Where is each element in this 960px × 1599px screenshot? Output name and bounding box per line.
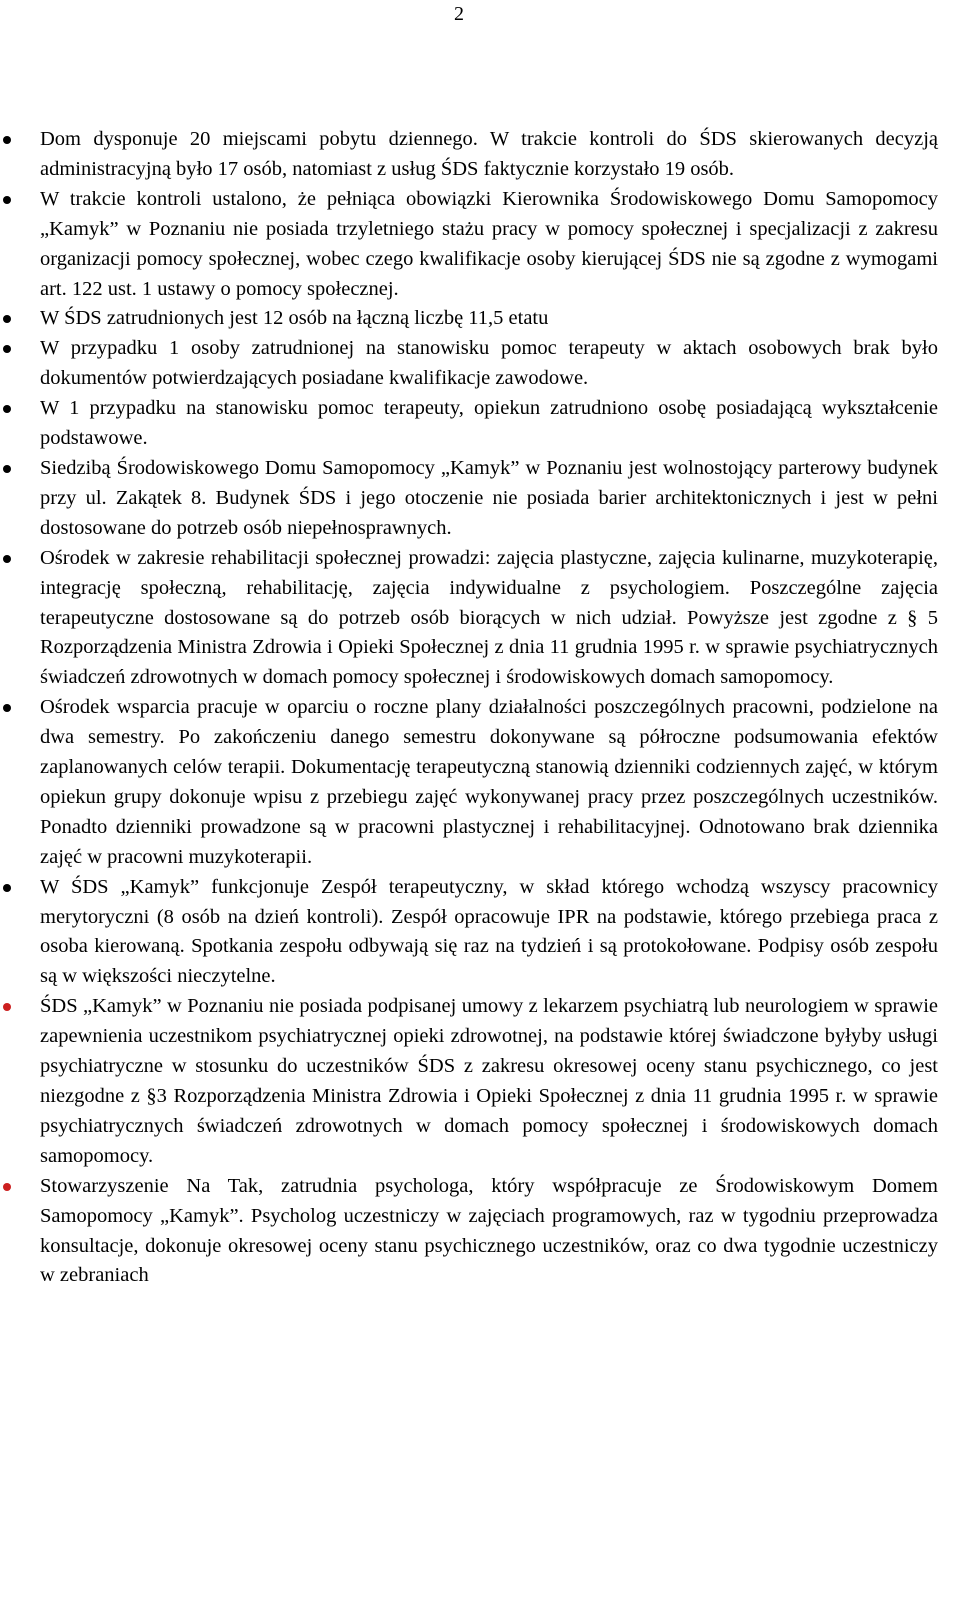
bullet-icon — [3, 315, 11, 323]
list-item-text: ŚDS „Kamyk” w Poznaniu nie posiada podpisanej umowy z lekarzem psychiatrą lub neurologiem w sprawie zapewnienia uczestnikom psychiatrycznej opieki zdrowotnej, na podstawie której świadczone byłyby usługi psychiatryczne w stosunku do uczestników ŚDS z zakresu okresowej oceny stanu psychicznego, co jest niezgodne z §3 Rozporządzenia Ministra Zdrowia i Opieki Społecznej z dnia 11 grudnia 1995 r. w sprawie psychiatrycznych świadczeń zdrowotnych w domach pomocy społecznej i środowiskowych domach samopomocy. — [40, 995, 938, 1167]
list-item — [40, 992, 938, 1171]
bullet-icon — [3, 704, 11, 712]
list-item — [40, 125, 938, 185]
list-item — [40, 693, 938, 872]
page-number: 2 — [454, 3, 464, 25]
list-item-text: W ŚDS zatrudnionych jest 12 osób na łączną liczbę 11,5 etatu — [40, 307, 549, 330]
bullet-icon — [3, 1003, 11, 1011]
bullet-list — [40, 125, 938, 1291]
list-item-text: Stowarzyszenie Na Tak, zatrudnia psychologa, który współpracuje ze Środowiskowym Domem Samopomocy „Kamyk”. Psycholog uczestniczy w zajęciach programowych, raz w tygodniu przeprowadza konsultacje, dokonuje okresowej oceny stanu psychicznego uczestników, oraz co dwa tygodnie uczestniczy w zebraniach — [40, 1174, 938, 1287]
list-item — [40, 394, 938, 454]
list-item-text: Ośrodek wsparcia pracuje w oparciu o roczne plany działalności poszczególnych pracowni, podzielone na dwa semestry. Po zakończeniu danego semestru dokonywane są półroczne podsumowania efektów zaplanowanych celów terapii. Dokumentację terapeutyczną stanowią dzienniki codziennych zajęć, w którym opiekun grupy dokonuje wpisu z przebiegu zajęć wykonywanej pracy przez poszczególnych uczestników. Ponadto dzienniki prowadzone są w pracowni plastycznej i rehabilitacyjnej. Odnotowano brak dziennika zajęć w pracowni muzykoterapii. — [40, 696, 938, 868]
bullet-icon — [3, 345, 11, 353]
list-item — [40, 544, 938, 694]
list-item-text: Siedzibą Środowiskowego Domu Samopomocy „Kamyk” w Poznaniu jest wolnostojący parterowy budynek przy ul. Zakątek 8. Budynek ŚDS i jego otoczenie nie posiada barier architektonicznych i jest w pełni dostosowane do potrzeb osób niepełnosprawnych. — [40, 456, 938, 539]
bullet-icon — [3, 196, 11, 204]
list-item-text: Ośrodek w zakresie rehabilitacji społecznej prowadzi: zajęcia plastyczne, zajęcia kulinarne, muzykoterapię, integrację społeczną, rehabilitację, zajęcia indywidualne z psychologiem. Poszczególne zajęcia terapeutyczne dostosowane są do potrzeb osób biorących w nich udział. Powyższe jest zgodne z § 5 Rozporządzenia Ministra Zdrowia i Opieki Społecznej z dnia 11 grudnia 1995 r. w sprawie psychiatrycznych świadczeń zdrowotnych w domach pomocy społecznej i środowiskowych domach samopomocy. — [40, 546, 938, 689]
list-item-text: W 1 przypadku na stanowisku pomoc terapeuty, opiekun zatrudniono osobę posiadającą wykształcenie podstawowe. — [40, 397, 938, 450]
bullet-icon — [3, 1183, 11, 1191]
list-item-text: W przypadku 1 osoby zatrudnionej na stanowisku pomoc terapeuty w aktach osobowych brak było dokumentów potwierdzających posiadane kwalifikacje zawodowe. — [40, 337, 938, 390]
list-item-text: W trakcie kontroli ustalono, że pełniąca obowiązki Kierownika Środowiskowego Domu Samopomocy „Kamyk” w Poznaniu nie posiada trzyletniego stażu pracy w pomocy społecznej i specjalizacji z zakresu organizacji pomocy społecznej, wobec czego kwalifikacje osoby kierującej ŚDS nie są zgodne z wymogami art. 122 ust. 1 ustawy o pomocy społecznej. — [40, 187, 938, 300]
bullet-icon — [3, 136, 11, 144]
bullet-icon — [3, 465, 11, 473]
list-item — [40, 454, 938, 544]
list-item — [40, 873, 938, 993]
list-item — [40, 334, 938, 394]
list-item — [40, 185, 938, 305]
list-item-text: W ŚDS „Kamyk” funkcjonuje Zespół terapeutyczny, w skład którego wchodzą wszyscy pracownicy merytoryczni (8 osób na dzień kontroli). Zespół opracowuje IPR na podstawie, którego przebiega praca z osoba kierowaną. Spotkania zespołu odbywają się raz na tydzień i są protokołowane. Podpisy osób zespołu są w większości nieczytelne. — [40, 875, 938, 988]
list-item-text: Dom dysponuje 20 miejscami pobytu dziennego. W trakcie kontroli do ŚDS skierowanych decyzją administracyjną było 17 osób, natomiast z usług ŚDS faktycznie korzystało 19 osób. — [40, 128, 938, 180]
bullet-icon — [3, 884, 11, 892]
list-item — [40, 1172, 938, 1292]
list-item — [40, 304, 938, 334]
bullet-icon — [3, 555, 11, 563]
bullet-icon — [3, 405, 11, 413]
